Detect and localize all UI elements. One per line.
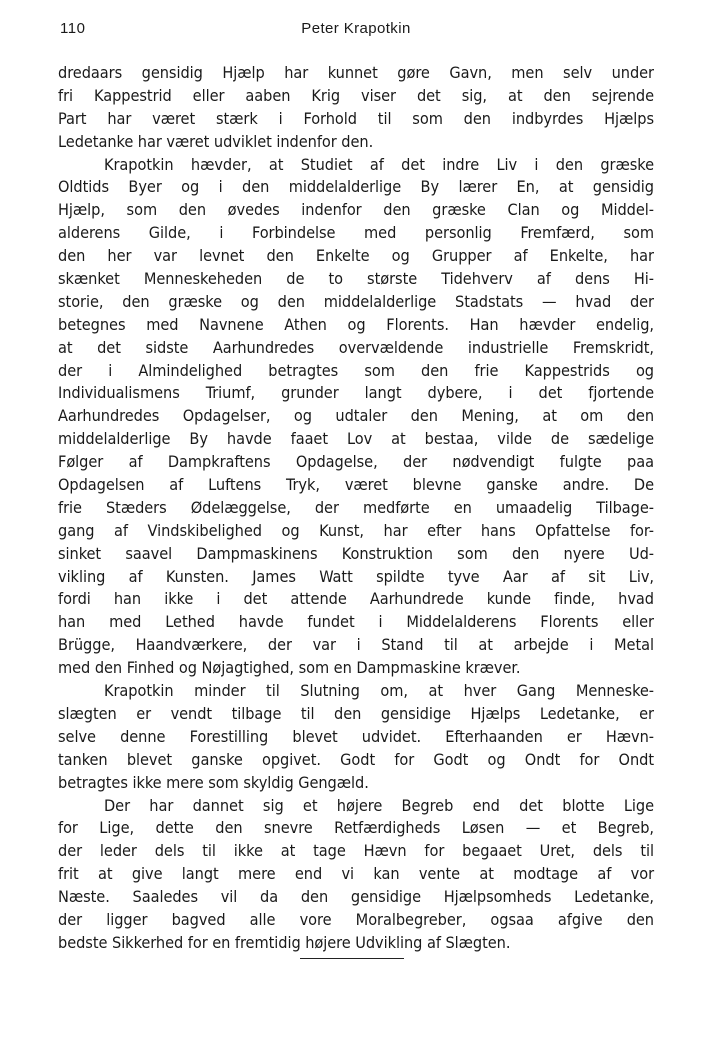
section-end-rule xyxy=(300,958,404,959)
text-line: gang af Vindskibelighed og Kunst, har efter hans Opfattelse for- xyxy=(58,520,654,540)
text-line: Ledetanke har været udviklet indenfor den. xyxy=(58,131,374,151)
page-header xyxy=(58,20,654,44)
text-line: tanken blevet ganske opgivet. Godt for Godt og Ondt for Ondt xyxy=(58,749,654,769)
page-number: 110 xyxy=(60,20,86,37)
text-line: frie Stæders Ødelæggelse, der medførte en umaadelig Tilbage- xyxy=(58,497,654,517)
text-line: for Lige, dette den snevre Retfærdigheds Løsen — et Begreb, xyxy=(58,818,654,838)
text-line: betegnes med Navnene Athen og Florents. Han hævder endelig, xyxy=(58,314,654,334)
text-line: der leder dels til ikke at tage Hævn for begaaet Uret, dels til xyxy=(58,841,654,861)
text-line: slægten er vendt tilbage til den gensidige Hjælps Ledetanke, er xyxy=(58,703,654,723)
text-line: fordi han ikke i det attende Aarhundrede kunde finde, hvad xyxy=(58,589,654,609)
text-line: Aarhundredes Opdagelser, og udtaler den Mening, at om den xyxy=(58,406,654,426)
running-title: Peter Krapotkin xyxy=(301,20,411,37)
text-line: middelalderlige By havde faaet Lov at bestaa, vilde de sædelige xyxy=(58,429,654,449)
text-line: Opdagelsen af Luftens Tryk, været blevne ganske andre. De xyxy=(58,475,654,495)
text-line: frit at give langt mere end vi kan vente at modtage af vor xyxy=(58,864,654,884)
text-line: han med Lethed havde fundet i Middelalderens Florents eller xyxy=(58,612,654,632)
text-line: Brügge, Haandværkere, der var i Stand til at arbejde i Metal xyxy=(58,635,654,655)
text-line: dredaars gensidig Hjælp har kunnet gøre Gavn, men selv under xyxy=(58,63,654,82)
text-line: Part har været stærk i Forhold til som den indbyrdes Hjælps xyxy=(58,108,654,128)
text-line: alderens Gilde, i Forbindelse med personlig Fremfærd, som xyxy=(58,223,654,243)
text-line: Oldtids Byer og i den middelalderlige By lærer En, at gensidig xyxy=(58,177,654,197)
text-line: Hjælp, som den øvedes indenfor den græske Clan og Middel- xyxy=(58,200,654,220)
text-line: bedste Sikkerhed for en fremtidig højere Udvikling af Slægten. xyxy=(58,932,511,952)
body-text xyxy=(58,62,654,955)
text-line: der ligger bagved alle vore Moralbegreber, ogsaa afgive den xyxy=(58,909,654,929)
text-line: storie, den græske og den middelalderlige Stadstats — hvad der xyxy=(58,291,654,311)
text-line: selve denne Forestilling blevet udvidet. Efterhaanden er Hævn- xyxy=(58,726,654,746)
text-line: at det sidste Aarhundredes overvældende industrielle Fremskridt, xyxy=(58,337,654,357)
text-line: sinket saavel Dampmaskinens Konstruktion som den nyere Ud- xyxy=(58,543,654,563)
text-line: Krapotkin hævder, at Studiet af det indre Liv i den græske xyxy=(104,154,654,174)
text-line: vikling af Kunsten. James Watt spildte tyve Aar af sit Liv, xyxy=(58,566,654,586)
text-line: Næste. Saaledes vil da den gensidige Hjælpsomheds Ledetanke, xyxy=(58,887,654,907)
text-line: Krapotkin minder til Slutning om, at hver Gang Menneske- xyxy=(104,681,654,701)
text-line: Individualismens Triumf, grunder langt dybere, i det fjortende xyxy=(58,383,654,403)
text-line: skænket Menneskeheden de to største Tidehverv af dens Hi- xyxy=(58,269,654,289)
text-line: fri Kappestrid eller aaben Krig viser det sig, at den sejrende xyxy=(58,85,654,105)
text-line: betragtes ikke mere som skyldig Gengæld. xyxy=(58,772,369,792)
text-line: den her var levnet den Enkelte og Grupper af Enkelte, har xyxy=(58,246,654,266)
text-line: der i Almindelighed betragtes som den frie Kappestrids og xyxy=(58,360,654,380)
text-line: med den Finhed og Nøjagtighed, som en Dampmaskine kræver. xyxy=(58,658,521,678)
text-line: Følger af Dampkraftens Opdagelse, der nødvendigt fulgte paa xyxy=(58,452,654,472)
text-line: Der har dannet sig et højere Begreb end det blotte Lige xyxy=(104,795,654,815)
